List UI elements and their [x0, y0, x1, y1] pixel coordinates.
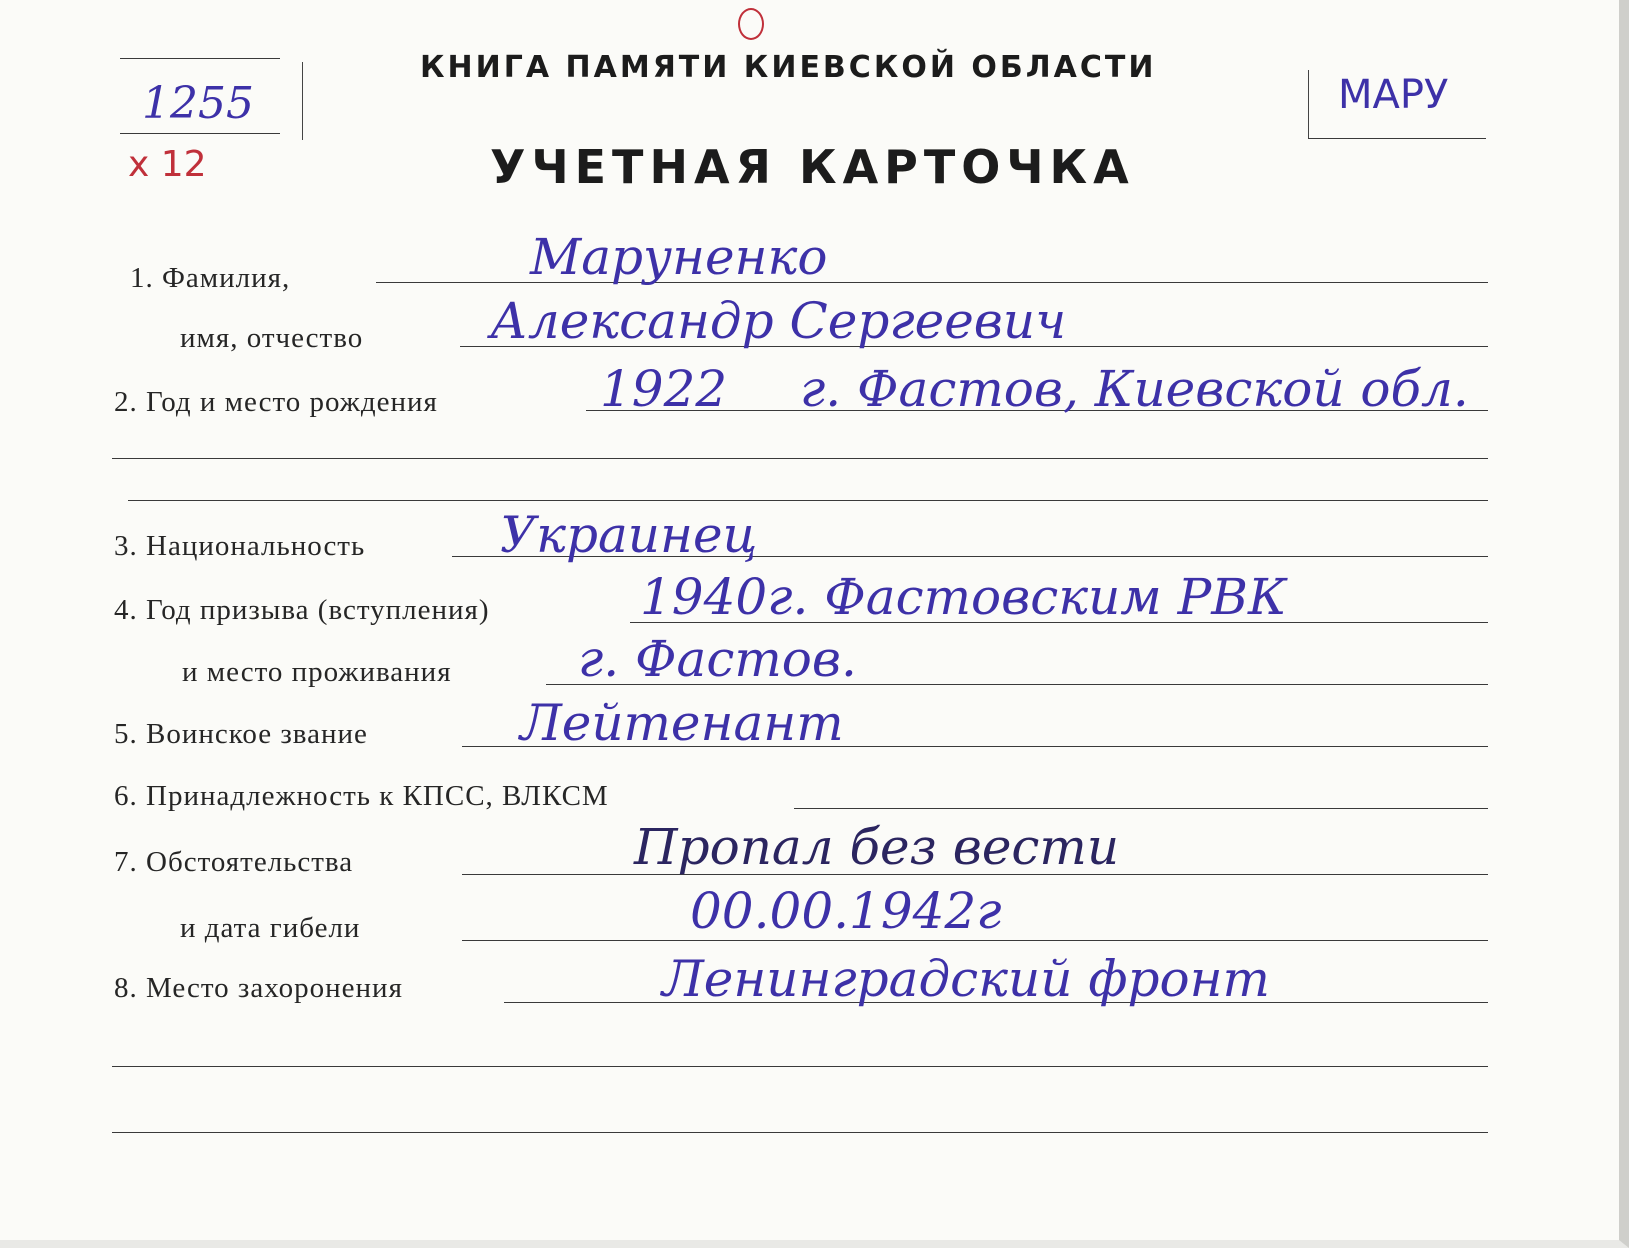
number-box-top-line: [120, 58, 280, 59]
conscription-value: 1940г. Фастовским РВК: [640, 568, 1287, 626]
book-title: КНИГА ПАМЯТИ КИЕВСКОЙ ОБЛАСТИ: [420, 50, 1157, 85]
conscription-label: 4. Год призыва (вступления): [114, 594, 490, 626]
residence-label: и место проживания: [182, 656, 452, 688]
death-date-line: [462, 940, 1488, 941]
death-date-label: и дата гибели: [180, 912, 361, 944]
index-box-divider: [1308, 70, 1309, 138]
number-box-bottom-line: [120, 133, 280, 134]
surname-label: 1. Фамилия,: [130, 262, 291, 294]
index-code: МАРУ: [1338, 72, 1449, 118]
name-label: имя, отчество: [180, 322, 364, 354]
residence-value: г. Фастов.: [578, 630, 857, 688]
party-line: [794, 808, 1488, 809]
nationality-label: 3. Национальность: [114, 530, 366, 562]
party-label: 6. Принадлежность к КПСС, ВЛКСМ: [114, 780, 609, 812]
death-date-value: 00.00.1942г: [690, 882, 1002, 940]
number-box-divider: [302, 62, 303, 140]
rank-value: Лейтенант: [520, 694, 844, 752]
burial-extra-line-2: [112, 1132, 1488, 1133]
circumstances-value: Пропал без вести: [634, 818, 1120, 876]
burial-extra-line-1: [112, 1066, 1488, 1067]
card-title: УЧЕТНАЯ КАРТОЧКА: [490, 140, 1135, 194]
birth-extra-line-2: [128, 500, 1488, 501]
birth-label: 2. Год и место рождения: [114, 386, 438, 418]
nationality-value: Украинец: [500, 506, 758, 564]
circumstances-label: 7. Обстоятельства: [114, 846, 354, 878]
rank-label: 5. Воинское звание: [114, 718, 368, 750]
surname-value: Маруненко: [530, 228, 828, 286]
burial-label: 8. Место захоронения: [114, 972, 403, 1004]
birth-place: г. Фастов, Киевской обл.: [800, 360, 1469, 418]
red-note: x 12: [128, 144, 207, 185]
card-number: 1255: [142, 78, 254, 129]
name-value: Александр Сергеевич: [490, 292, 1067, 350]
red-circle-mark: [738, 8, 764, 40]
burial-value: Ленинградский фронт: [662, 950, 1270, 1008]
index-box-bottom-line: [1308, 138, 1486, 139]
birth-year: 1922: [600, 360, 728, 418]
birth-extra-line-1: [112, 458, 1488, 459]
